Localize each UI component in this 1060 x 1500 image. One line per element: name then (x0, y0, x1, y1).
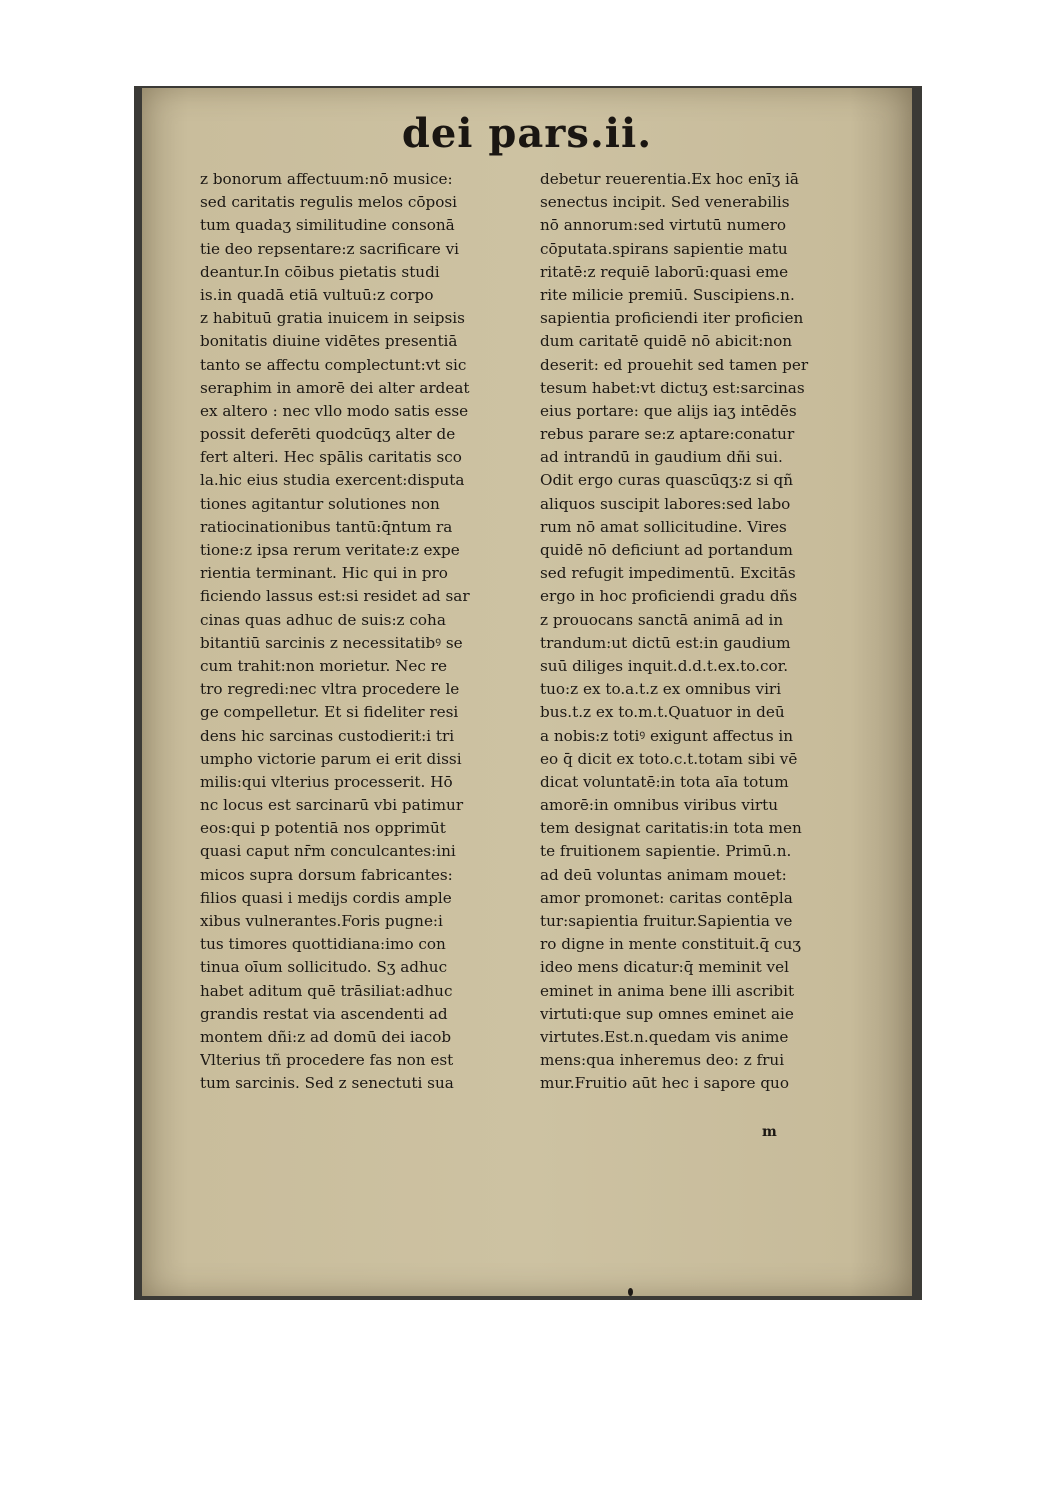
text-line: bonitatis diuine vidētes presentiā (200, 332, 458, 351)
text-line: tur:sapientia fruitur.Sapientia ve (540, 912, 793, 930)
text-line: mur.Fruitio aūt hec i sapore quo (540, 1074, 789, 1093)
text-line: tum sarcinis. Sed z senectuti sua (200, 1074, 454, 1093)
text-line: bus.t.z ex to.m.t.Quatuor in deū (540, 703, 785, 722)
text-line: fert alteri. Hec spālis caritatis sco (200, 448, 462, 467)
book-page (142, 88, 912, 1296)
text-line: eo q̄ dicit ex toto.c.t.totam sibi vē (540, 749, 798, 768)
text-line: tro regredi:nec vltra procedere le (200, 680, 460, 699)
text-line: tum quadaʒ similitudine consonā (200, 216, 455, 235)
text-line: deantur.In cōibus pietatis studi (200, 262, 440, 281)
text-line: la.hic eius studia exercent:disputa (200, 471, 465, 490)
text-line: tione:z ipsa rerum veritate:z expe (200, 541, 460, 559)
text-line: is.in quadā etiā vultuū:z corpo (200, 285, 434, 304)
text-line: rite milicie premiū. Suscipiens.n. (540, 285, 795, 304)
left-column (200, 168, 530, 1096)
text-line: xibus vulnerantes.Foris pugne:i (200, 912, 443, 930)
text-line: senectus incipit. Sed venerabilis (540, 193, 790, 212)
text-line: tiones agitantur solutiones non (200, 494, 440, 513)
text-line: sed refugit impedimentū. Excitās (540, 564, 796, 583)
text-line: te fruitionem sapientie. Primū.n. (540, 842, 792, 861)
text-line: rebus parare se:z aptare:conatur (540, 425, 795, 444)
text-line: deserit: ed prouehit sed tamen per (540, 355, 809, 374)
text-line: ro digne in mente constituit.q̄ cuʒ (540, 935, 801, 954)
running-head: dei pars.ii. (401, 110, 653, 157)
text-line: milis:qui vlterius processerit. Hō (200, 772, 453, 791)
text-line: dens hic sarcinas custodierit:i tri (200, 726, 455, 745)
text-line: rientia terminant. Hic qui in pro (200, 564, 448, 583)
signature-mark: m (762, 1124, 777, 1140)
text-line: nō annorum:sed virtutū numero (540, 216, 787, 235)
text-line: amor promonet: caritas contēpla (540, 888, 793, 907)
text-line: umpho victorie parum ei erit dissi (200, 749, 462, 768)
text-line: Odit ergo curas quascūqʒ:z si qñ (540, 471, 793, 490)
text-line: tinua oīum sollicitudo. Sʒ adhuc (200, 958, 448, 977)
text-line: tus timores quottidiana:imo con (200, 935, 446, 954)
text-line: sapientia proficiendi iter proficien (540, 309, 804, 328)
text-line: ratiocinationibus tantū:q̄ntum ra (200, 517, 453, 536)
text-line: tanto se affectu complectunt:vt sic (200, 355, 467, 374)
text-line: Vlterius tñ procedere fas non est (200, 1051, 454, 1070)
text-line: virtutes.Est.n.quedam vis anime (540, 1027, 789, 1046)
text-line: eos:qui p potentiā nos opprimūt (200, 819, 446, 838)
text-line: tesum habet:vt dictuʒ est:sarcinas (540, 378, 805, 397)
text-line: debetur reuerentia.Ex hoc enīʒ iā (540, 170, 799, 188)
text-line: micos supra dorsum fabricantes: (200, 865, 453, 884)
text-line: montem dñi:z ad domū dei iacob (200, 1027, 452, 1046)
text-line: dicat voluntatē:in tota aīa totum (540, 772, 789, 791)
text-line: z bonorum affectuum:nō musice: (200, 170, 453, 188)
text-line: ideo mens dicatur:q̄ meminit vel (540, 958, 789, 977)
text-line: rum nō amat sollicitudine. Vires (540, 517, 787, 536)
text-line: cōputata.spirans sapientie matu (540, 239, 788, 258)
text-line: tem designat caritatis:in tota men (540, 819, 802, 838)
text-line: suū diliges inquit.d.d.t.ex.to.cor. (540, 656, 789, 675)
text-line: tie deo repsentare:z sacrificare vi (200, 239, 460, 258)
text-line: dum caritatē quidē nō abicit:non (540, 332, 793, 351)
text-line: bitantiū sarcinis z necessitatibꝰ se (200, 633, 463, 652)
text-line: ge compelletur. Et si fideliter resi (200, 703, 459, 722)
text-line: virtuti:que sup omnes eminet aie (540, 1004, 794, 1023)
text-line: possit deferēti quodcūqʒ alter de (200, 425, 456, 444)
text-line: amorē:in omnibus viribus virtu (540, 796, 779, 815)
text-line: a nobis:z totiꝰ exigunt affectus in (540, 726, 794, 745)
text-line: cum trahit:non morietur. Nec re (200, 656, 447, 675)
text-line: seraphim in amorē dei alter ardeat (200, 378, 470, 397)
text-line: ad intrandū in gaudium dñi sui. (540, 448, 783, 467)
text-line: ritatē:z requiē laborū:quasi eme (540, 262, 789, 281)
text-line: cinas quas adhuc de suis:z coha (200, 610, 446, 629)
text-line: sed caritatis regulis melos cōposi (200, 193, 458, 212)
text-line: tuo:z ex to.a.t.z ex omnibus viri (540, 680, 782, 699)
text-line: habet aditum quē trāsiliat:adhuc (200, 981, 453, 1000)
ink-dot (628, 1288, 633, 1296)
text-line: quasi caput nr̄m conculcantes:ini (200, 842, 456, 861)
right-column (540, 168, 888, 1096)
text-line: filios quasi i medijs cordis ample (200, 888, 452, 907)
text-line: ad deū voluntas animam mouet: (540, 865, 787, 884)
text-line: z prouocans sanctā animā ad in (540, 610, 784, 629)
text-line: eius portare: que alijs iaʒ intēdēs (540, 401, 797, 420)
text-line: quidē nō deficiunt ad portandum (540, 541, 793, 559)
text-line: z habituū gratia inuicem in seipsis (200, 309, 465, 328)
text-line: eminet in anima bene illi ascribit (540, 981, 795, 1000)
text-line: trandum:ut dictū est:in gaudium (540, 633, 791, 652)
text-line: aliquos suscipit labores:sed labo (540, 494, 791, 513)
text-line: mens:qua inheremus deo: z frui (540, 1051, 785, 1070)
text-line: grandis restat via ascendenti ad (200, 1004, 448, 1023)
text-line: ficiendo lassus est:si residet ad sar (200, 587, 470, 606)
text-line: ex altero : nec vllo modo satis esse (200, 401, 469, 420)
text-line: ergo in hoc proficiendi gradu dñs (540, 587, 798, 606)
text-line: nc locus est sarcinarū vbi patimur (200, 796, 464, 815)
